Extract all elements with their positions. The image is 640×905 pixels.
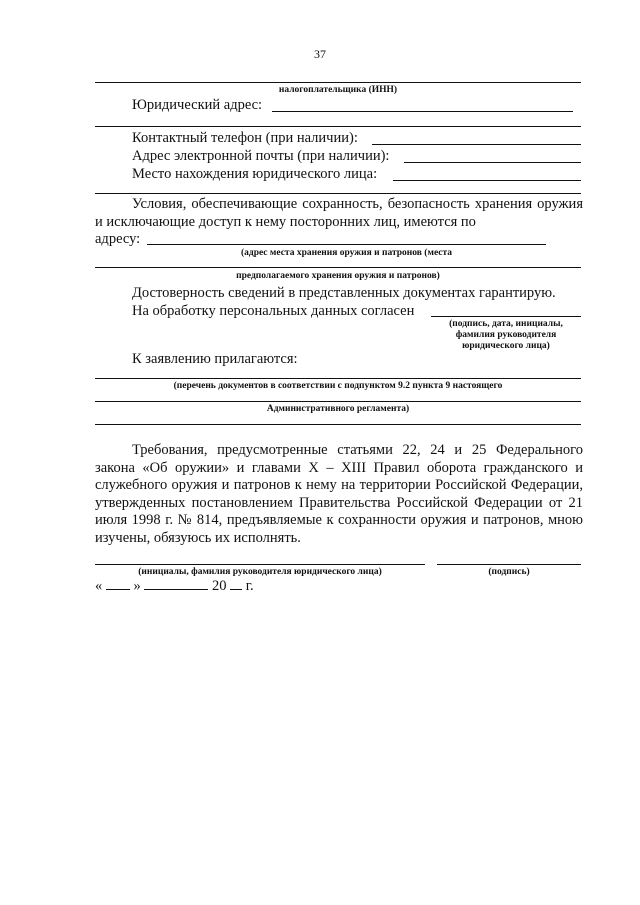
inn-caption: налогоплательщика (ИНН): [278, 85, 398, 95]
inn-line: [95, 82, 581, 83]
location-field-line-2[interactable]: [95, 193, 581, 194]
date-line: [95, 576, 254, 595]
date-month-field[interactable]: [144, 576, 208, 590]
attachments-field[interactable]: [95, 378, 581, 379]
attachments-field-line-3[interactable]: [95, 424, 581, 425]
requirements-text: Требования, предусмотренные статьями 22, 24 и 25 Федерального закона «Об оружии» и главами X – XIII Правил оборота гражданского и служебного оружия и патронов к нему на территории Российской Федерации, утвержденных постановлением Правительства Российской Федерации от 21 июля 1998 г. № 814, предъявляемые к сохранности оружия и патронов, мною изучены, обязуюсь их исполнять.: [95, 442, 583, 546]
storage-caption-1: (адрес места хранения оружия и патронов (места: [240, 248, 453, 258]
date-open-quote: «: [95, 578, 103, 594]
attachments-field-line-2[interactable]: [95, 401, 581, 402]
signature-caption-1: (подпись, дата, инициалы,: [449, 319, 563, 329]
location-label: Место нахождения юридического лица:: [132, 166, 378, 182]
contact-phone-field[interactable]: [372, 144, 581, 145]
email-field[interactable]: [404, 162, 581, 163]
docs-caption-2: Административного регламента): [266, 404, 410, 414]
date-year-prefix: 20: [212, 578, 227, 594]
date-close-quote: »: [133, 578, 141, 594]
storage-caption-2: предполагаемого хранения оружия и патронов): [236, 271, 440, 281]
legal-address-field[interactable]: [272, 111, 573, 112]
legal-address-label: Юридический адрес:: [132, 97, 263, 113]
contact-phone-label: Контактный телефон (при наличии):: [132, 130, 358, 146]
date-year-field[interactable]: [230, 576, 242, 590]
head-name-field[interactable]: [95, 564, 425, 565]
head-signature-caption: (подпись): [488, 567, 530, 577]
location-field[interactable]: [393, 180, 581, 181]
page-number: 37: [314, 47, 326, 61]
head-signature-field[interactable]: [437, 564, 581, 565]
address-label: адресу:: [95, 231, 141, 247]
signature-caption-3: юридического лица): [462, 341, 550, 351]
email-label: Адрес электронной почты (при наличии):: [132, 148, 390, 164]
storage-address-field-line-2[interactable]: [95, 267, 581, 268]
head-name-caption: (инициалы, фамилия руководителя юридического лица): [138, 567, 382, 577]
signature-caption-2: фамилия руководителя: [455, 330, 557, 340]
consent-signature-field[interactable]: [431, 316, 581, 317]
date-day-field[interactable]: [106, 576, 130, 590]
docs-caption-1: (перечень документов в соответствии с подпунктом 9.2 пункта 9 настоящего: [173, 381, 503, 391]
storage-conditions-text: Условия, обеспечивающие сохранность, безопасность хранения оружия и исключающие доступ к нему посторонних лиц, имеются по: [95, 196, 583, 230]
consent-text: На обработку персональных данных согласен: [132, 303, 415, 319]
storage-address-field[interactable]: [147, 244, 546, 245]
attachments-label: К заявлению прилагаются:: [132, 351, 298, 367]
legal-address-field-line-2[interactable]: [95, 126, 581, 127]
date-year-suffix: г.: [245, 578, 254, 594]
reliability-text: Достоверность сведений в представленных документах гарантирую.: [132, 285, 556, 301]
